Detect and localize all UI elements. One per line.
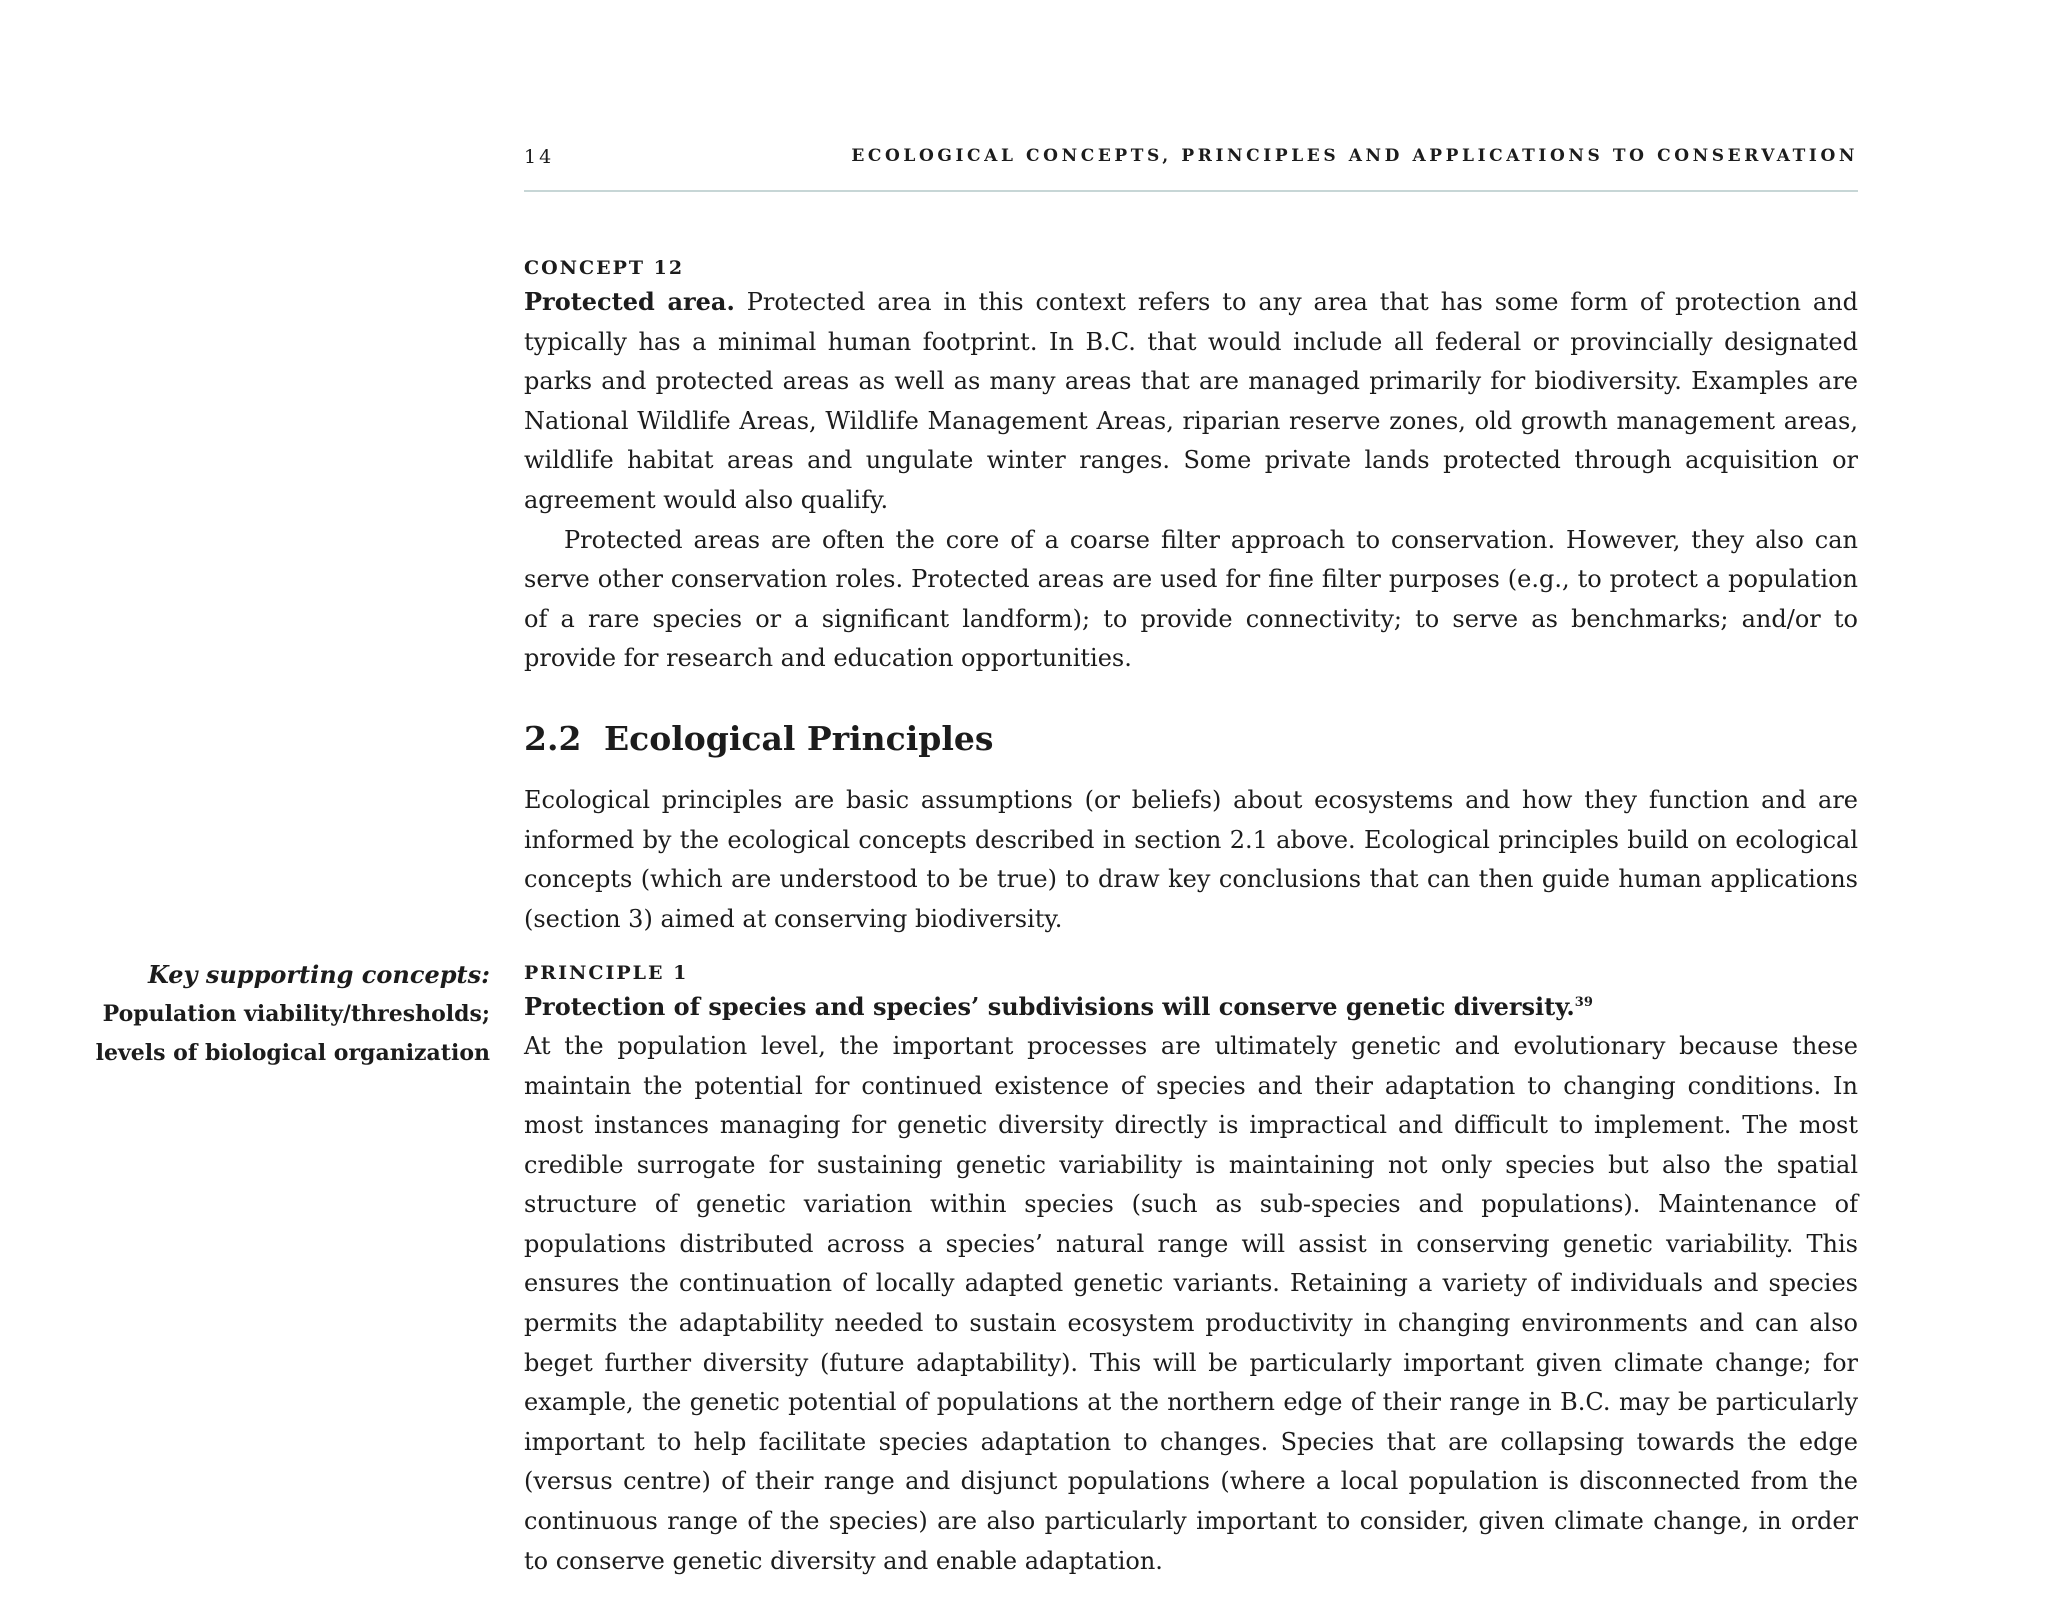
concept-paragraph-1 — [524, 282, 1858, 521]
main-text-column — [524, 254, 1858, 1581]
key-supporting-concepts-sidenote — [96, 955, 490, 1074]
principle-title — [524, 987, 1858, 1027]
footnote-marker: 39 — [1574, 995, 1593, 1011]
sidenote-line-2: levels of biological organization — [95, 1040, 490, 1067]
sidenote-heading: Key supporting concepts: — [147, 960, 490, 989]
concept-label: CONCEPT 12 — [524, 257, 685, 279]
concept-paragraph-2: Protected areas are often the core of a coarse filter approach to conservation. However, they also can serve other conservation roles. Protected areas are used for fine filter purposes (e.g., to protect a population of a rare species or a significant landform); to provide connectivity; to serve as benchmarks; and/or to provide for research and education opportunities. — [524, 525, 1858, 673]
section-intro-paragraph: Ecological principles are basic assumptions (or beliefs) about ecosystems and how they function and are informed by the ecological concepts described in section 2.1 above. Ecological principles build on ecological concepts (which are understood to be true) to draw key conclusions that can then guide human applications (section 3) aimed at conserving biodiversity. — [524, 785, 1858, 933]
principle-body-paragraph: At the population level, the important processes are ultimately genetic and evolutionary because these maintain the potential for continued existence of species and their adaptation to changing conditions. In most instances managing for genetic diversity directly is impractical and difficult to implement. The most credible surrogate for sustaining genetic variability is maintaining not only species but also the spatial structure of genetic variation within species (such as sub-species and populations). Maintenance of populations distributed across a species’ natural range will assist in conserving genetic variability. This ensures the continuation of locally adapted genetic variants. Retaining a variety of individuals and species permits the adaptability needed to sustain ecosystem productivity in changing environments and can also beget further diversity (future adaptability). This will be particularly important given climate change; for example, the genetic potential of populations at the northern edge of their range in B.C. may be particularly important to help facilitate species adaptation to changes. Species that are collapsing towards the edge (versus centre) of their range and disjunct populations (where a local population is disconnected from the continuous range of the species) are also particularly important to consider, given climate change, in order to conserve genetic diversity and enable adaptation. — [524, 1031, 1858, 1575]
section-heading — [524, 717, 1858, 761]
principle-label: PRINCIPLE 1 — [524, 962, 689, 985]
section-title: Ecological Principles — [604, 718, 994, 758]
section-number: 2.2 — [524, 718, 582, 758]
principle-title-text: Protection of species and species’ subdivisions will conserve genetic diversity. — [524, 992, 1575, 1022]
running-head: ECOLOGICAL CONCEPTS, PRINCIPLES AND APPLICATIONS TO CONSERVATION — [851, 146, 1858, 166]
page-header — [524, 146, 1858, 192]
page-number: 14 — [524, 146, 555, 168]
concept-lead-term: Protected area. — [524, 287, 735, 316]
sidenote-line-1: Population viability/thresholds; — [102, 1000, 490, 1027]
concept-paragraph-1-text: Protected area in this context refers to any area that has some form of protection and typically has a minimal human footprint. In B.C. that would include all federal or provincially designated parks and protected areas as well as many areas that are managed primarily for biodiversity. Examples are National Wildlife Areas, Wildlife Management Areas, riparian reserve zones, old growth management areas, wildlife habitat areas and ungulate winter ranges. Some private lands protected through acquisition or agreement would also qualify. — [524, 288, 1858, 514]
